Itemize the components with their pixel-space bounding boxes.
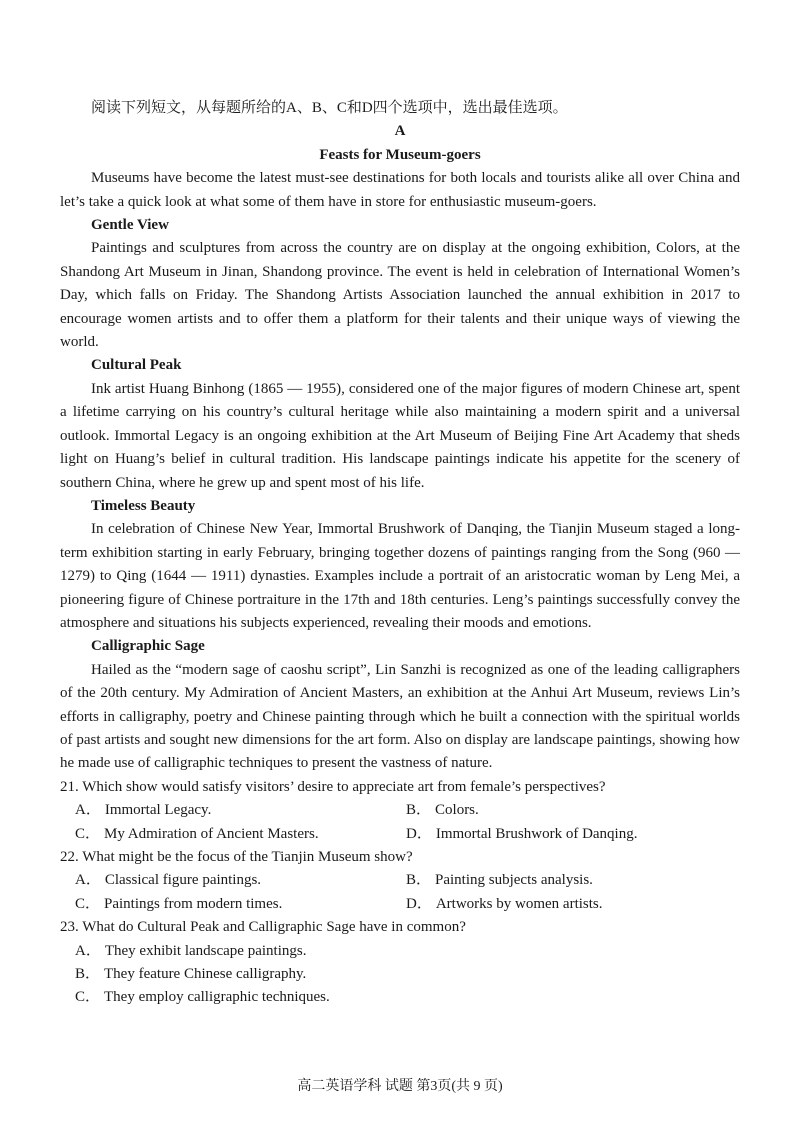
section-body-cultural-peak: Ink artist Huang Binhong (1865 — 1955), considered one of the major figures of modern Chinese art, spent a lifetime carrying on his country’s cultural heritage while also maintaining a modern spirit and a universal outlook. Immortal Legacy is an ongoing exhibition at the Art Museum of Beijing Fine Art Academy that sheds light on Huang’s belief in cultural tradition. His landscape paintings indicate his appetite for the scenery of southern China, where he grew up and spent most of his life.	[60, 380, 740, 491]
section-heading-timeless-beauty: Timeless Beauty	[91, 497, 196, 514]
question-21-stem: 21. Which show would satisfy visitors’ desire to appreciate art from female’s perspectives?	[60, 778, 606, 795]
option-22-d[interactable]: D． Artworks by women artists.	[406, 895, 603, 912]
page-content	[60, 97, 740, 1010]
question-23-stem: 23. What do Cultural Peak and Calligraphic Sage have in common?	[60, 919, 466, 936]
question-22-stem: 22. What might be the focus of the Tianjin Museum show?	[60, 849, 413, 865]
option-23-a[interactable]: A． They exhibit landscape paintings.	[75, 942, 307, 959]
option-22-c[interactable]: C． Paintings from modern times.	[75, 895, 283, 912]
intro-paragraph: Museums have become the latest must-see destinations for both locals and tourists alike all over China and let’s take a quick look at what some of them have in store for enthusiastic museum-goers.	[60, 170, 740, 210]
option-23-c[interactable]: C． They employ calligraphic techniques.	[75, 989, 330, 1006]
option-21-b[interactable]: B． Colors.	[406, 802, 479, 819]
section-heading-gentle-view: Gentle View	[91, 217, 169, 234]
page-footer: 高二英语学科 试题 第3页(共 9 页)	[297, 1079, 503, 1094]
option-21-d[interactable]: D． Immortal Brushwork of Danqing.	[406, 825, 638, 842]
option-21-c[interactable]: C． My Admiration of Ancient Masters.	[75, 825, 319, 842]
option-22-b[interactable]: B． Painting subjects analysis.	[406, 872, 593, 889]
option-23-b[interactable]: B． They feature Chinese calligraphy.	[75, 966, 307, 983]
option-21-a[interactable]: A． Immortal Legacy.	[75, 802, 212, 819]
question-21-options	[60, 799, 740, 846]
section-heading-cultural-peak: Cultural Peak	[91, 357, 182, 374]
section-body-gentle-view: Paintings and sculptures from across the country are on display at the ongoing exhibition, Colors, at the Shandong Art Museum in Jinan, Shandong province. The event is held in celebration of International Women’s Day, which falls on Friday. The Shandong Artists Association launched the annual exhibition in 2017 to encourage women artists and to offer them a platform for their talents and their unique ways of viewing the world.	[60, 240, 740, 351]
question-22-options	[60, 869, 740, 916]
option-22-a[interactable]: A． Classical figure paintings.	[75, 872, 262, 889]
section-heading-calligraphic-sage: Calligraphic Sage	[91, 638, 205, 655]
section-letter: A	[394, 123, 406, 140]
section-body-timeless-beauty: In celebration of Chinese New Year, Immortal Brushwork of Danqing, the Tianjin Museum staged a long-term exhibition starting in early February, bringing together dozens of paintings ranging from the Song (960 — 1279) to Qing (1644 — 1911) dynasties. Examples include a portrait of an aristocratic woman by Leng Mei, a pioneering figure of Chinese portraiture in the 17th and 18th centuries. Leng’s paintings successfully convey the atmosphere and situations his subjects experienced, revealing their moods and emotions.	[60, 521, 740, 631]
instruction: 阅读下列短文，从每题所给的A、B、C和D四个选项中，选出最佳选项。	[91, 100, 568, 116]
section-body-calligraphic-sage: Hailed as the “modern sage of caoshu script”, Lin Sanzhi is recognized as one of the leading calligraphers of the 20th century. My Admiration of Ancient Masters, an exhibition at the Anhui Art Museum, reviews Lin’s efforts in calligraphy, poetry and Chinese painting through which he built a connection with the spiritual worlds of past artists and sought new dimensions for the art form. Also on display are landscape paintings, showing how he made use of calligraphic techniques to present the vastness of nature.	[60, 661, 740, 772]
passage-title: Feasts for Museum-goers	[319, 146, 481, 163]
